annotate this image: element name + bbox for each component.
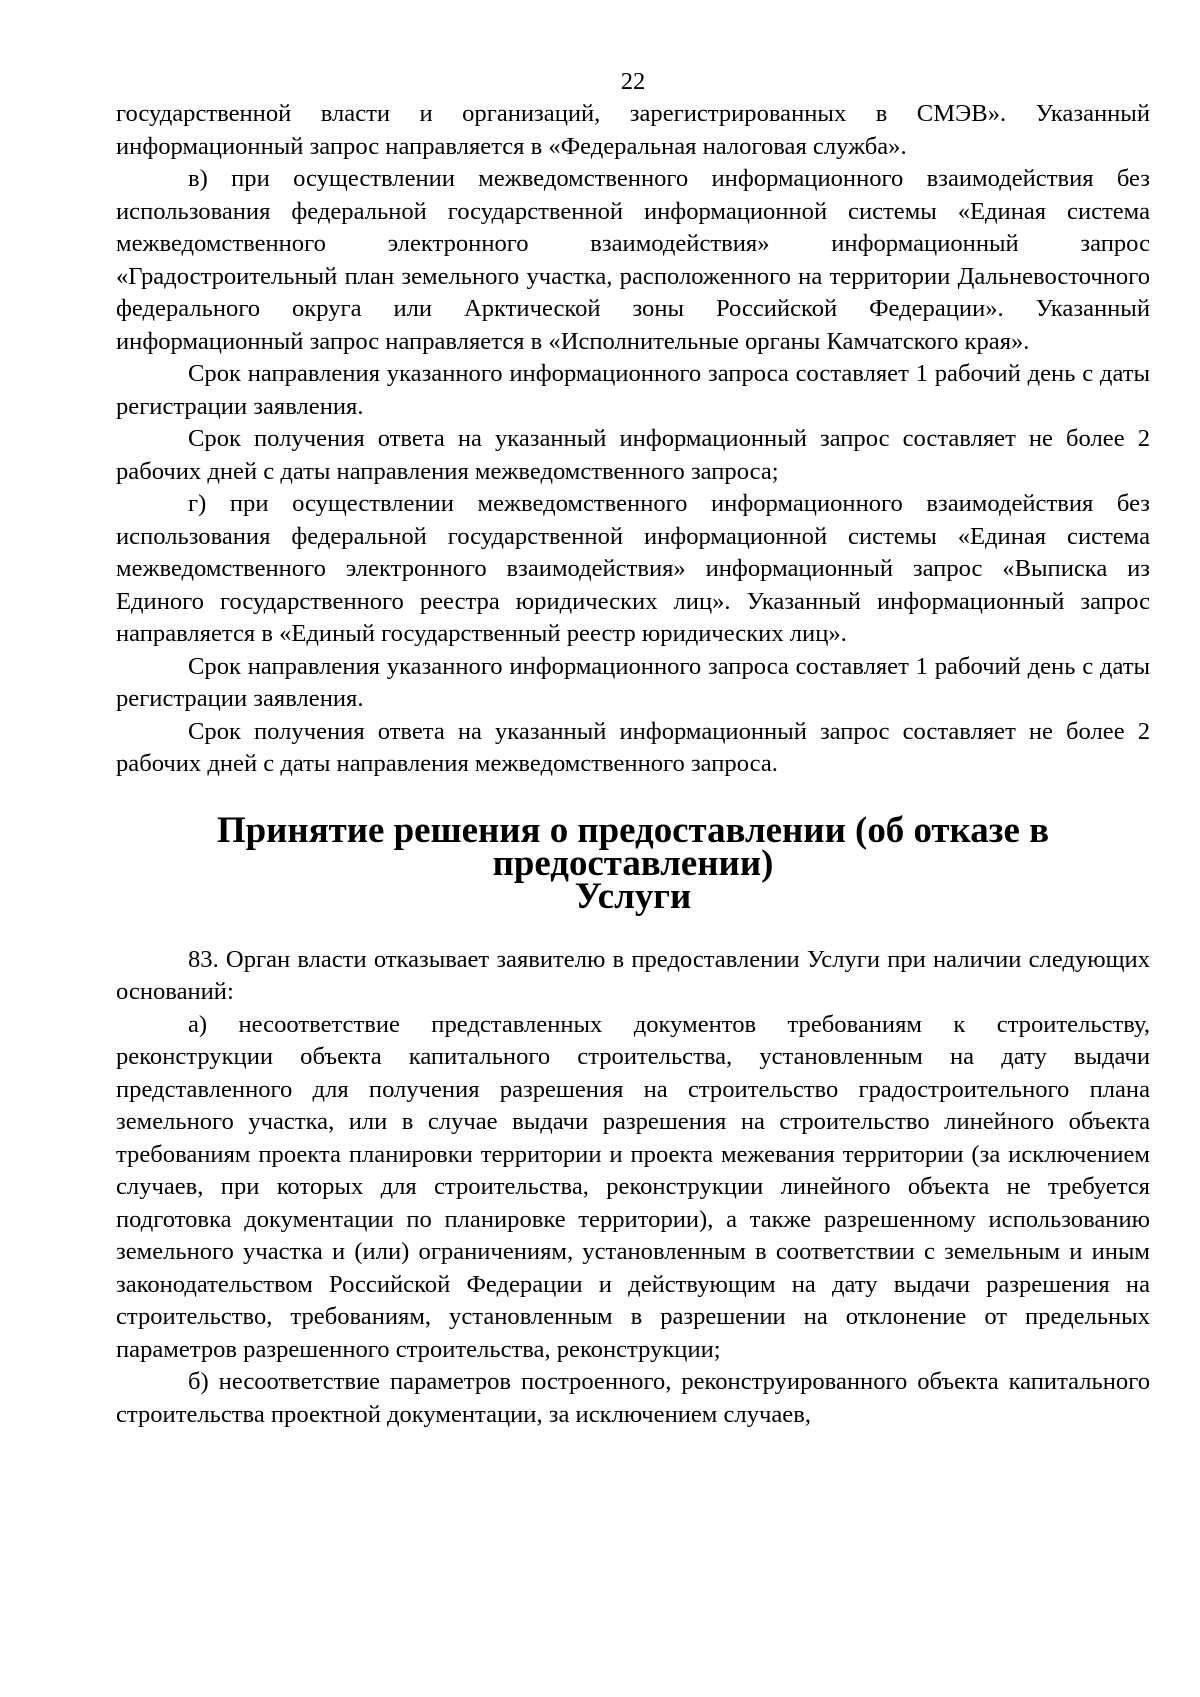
document-page xyxy=(116,66,1150,1431)
paragraph-request-term: Срок направления указанного информационного запроса составляет 1 рабочий день с даты регистрации заявления. xyxy=(116,652,1150,712)
section-heading xyxy=(116,808,1150,916)
section-heading-line: Услуги xyxy=(574,874,692,916)
paragraph-item-v: в) при осуществлении межведомственного информационного взаимодействия без использования федеральной государственной информационной системы «Единая система межведомственного электронного взаимодействия» информационный запрос «Градостроительный план земельного участка, расположенного на территории Дальневосточного федерального округа или Арктической зоны Российской Федерации». Указанный информационный запрос направляется в «Исполнительные органы Камчатского края». xyxy=(116,165,1150,355)
paragraph-item-g: г) при осуществлении межведомственного информационного взаимодействия без использования федеральной государственной информационной системы «Единая система межведомственного электронного взаимодействия» информационный запрос «Выписка из Единого государственного реестра юридических лиц». Указанный информационный запрос направляется в «Единый государственный реестр юридических лиц». xyxy=(116,490,1150,647)
paragraph-item-a: а) несоответствие представленных документов требованиям к строительству, реконструкции объекта капитального строительства, установленным на дату выдачи представленного для получения разрешения на строительство градостроительного плана земельного участка, или в случае выдачи разрешения на строительство линейного объекта требованиям проекта планировки территории и проекта межевания территории (за исключением случаев, при которых для строительства, реконструкции линейного объекта не требуется подготовка документации по планировке территории), а также разрешенному использованию земельного участка и (или) ограничениям, установленным в соответствии с земельным и иным законодательством Российской Федерации и действующим на дату выдачи разрешения на строительство, требованиям, установленным в разрешении на отклонение от предельных параметров разрешенного строительства, реконструкции; xyxy=(116,1010,1150,1363)
paragraph-response-term: Срок получения ответа на указанный информационный запрос составляет не более 2 рабочих дней с даты направления межведомственного запроса. xyxy=(116,717,1150,777)
paragraph-response-term: Срок получения ответа на указанный информационный запрос составляет не более 2 рабочих дней с даты направления межведомственного запроса; xyxy=(116,425,1150,485)
paragraph-item-b: б) несоответствие параметров построенного, реконструированного объекта капитального строительства проектной документации, за исключением случаев, xyxy=(116,1368,1150,1428)
section-heading-line: Принятие решения о предоставлении (об отказе в предоставлении) xyxy=(216,808,1050,883)
paragraph-clause-83: 83. Орган власти отказывает заявителю в предоставлении Услуги при наличии следующих оснований: xyxy=(116,945,1150,1005)
paragraph-continuation: государственной власти и организаций, зарегистрированных в СМЭВ». Указанный информационный запрос направляется в «Федеральная налоговая служба». xyxy=(116,100,1150,160)
paragraph-request-term: Срок направления указанного информационного запроса составляет 1 рабочий день с даты регистрации заявления. xyxy=(116,360,1150,420)
page-number: 22 xyxy=(620,68,646,95)
